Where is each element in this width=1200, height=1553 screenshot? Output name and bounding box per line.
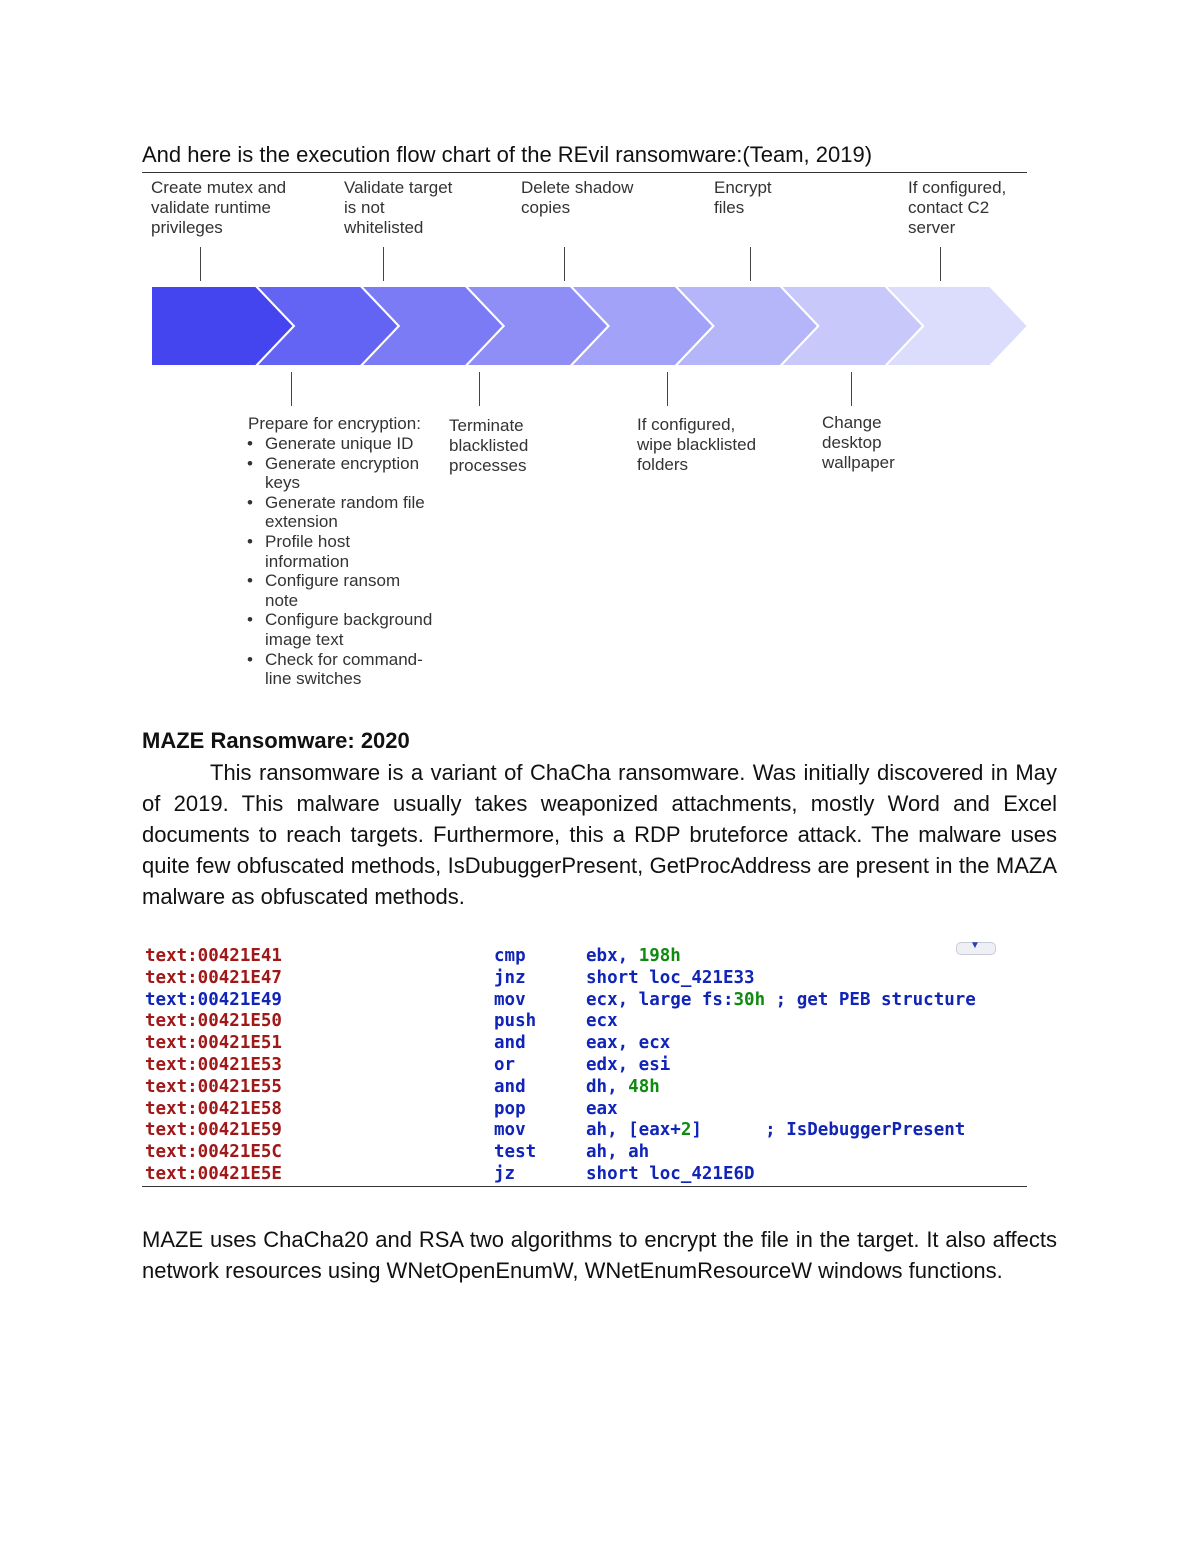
code-mnemonic: test [494,1142,537,1163]
flow-tick [200,247,201,281]
code-address: text:00421E49 [145,989,282,1010]
code-operands: ebx, 198h [586,946,681,966]
intro-sentence: And here is the execution flow chart of the REvil ransomware:(Team, 2019) [142,142,873,167]
list-item: • Configure background image text [247,610,437,649]
flow-tick [479,372,480,406]
flow-step-delete-shadow: Delete shadow copies [521,178,634,217]
flow-step-validate-target: Validate target is not whitelisted [344,178,453,237]
code-operands: eax [586,1098,618,1119]
code-mnemonic: push [494,1011,537,1032]
code-address: text:00421E58 [145,1098,282,1119]
flow-tick [291,372,292,406]
flow-step-change-wallpaper: Change desktop wallpaper [822,413,895,472]
code-address: text:00421E47 [145,967,282,988]
code-operands: ecx, large fs:30h ; get PEB structure [586,989,976,1010]
flow-tick [940,247,941,281]
code-address: text:00421E59 [145,1120,282,1141]
list-item: • Generate encryption keys [247,454,437,493]
flow-tick [750,247,751,281]
flow-step-encrypt-files: Encrypt files [714,178,772,217]
list-item: • Generate random file extension [247,493,437,532]
flow-tick [667,372,668,406]
flow-tick [383,247,384,281]
code-address: text:00421E5E [145,1164,282,1184]
code-operands: ah, [eax+2] ; IsDebuggerPresent [586,1120,966,1141]
flow-step-prepare-title: Prepare for encryption: [248,414,421,433]
code-mnemonic: jnz [494,967,526,988]
code-mnemonic: mov [494,1120,526,1141]
flow-step-wipe-folders: If configured, wipe blacklisted folders [637,415,757,474]
code-operands: short loc_421E33 [586,967,755,988]
flow-step-contact-c2: If configured, contact C2 server [908,178,1007,237]
code-mnemonic: jz [494,1164,516,1184]
code-mnemonic: pop [494,1098,526,1119]
list-item: • Configure ransom note [247,571,437,610]
scroll-arrow-icon: ▼ [956,942,996,955]
paragraph-maze-encryption: MAZE uses ChaCha20 and RSA two algorithms to encrypt the file in the target. It also affects network resources using WNetOpenEnumW, WNetEnumResourceW windows functions. [142,1227,1057,1283]
code-operands: edx, esi [586,1055,671,1075]
prepare-steps-list [247,434,437,689]
code-operands: dh, 48h [586,1076,660,1097]
code-mnemonic: and [494,1076,526,1097]
code-mnemonic: mov [494,989,526,1010]
flow-step-terminate-processes: Terminate blacklisted processes [449,416,529,475]
code-operands: ecx [586,1011,618,1032]
code-address: text:00421E51 [145,1033,282,1054]
flow-tick [564,247,565,281]
flow-tick [851,372,852,406]
code-mnemonic: cmp [494,946,526,966]
section-heading-maze: MAZE Ransomware: 2020 [142,728,410,753]
code-bottom-rule [142,1186,1027,1187]
code-operands: eax, ecx [586,1033,671,1054]
list-item: • Check for command-line switches [247,650,437,689]
list-item: • Profile host information [247,532,437,571]
paragraph-maze-intro: This ransomware is a variant of ChaCha ransomware. Was initially discovered in May of 2019. This malware usually takes weaponized attachments, mostly Word and Excel documents to reach targets. Furthermore, this a RDP bruteforce attack. The malware uses quite few obfuscated methods, IsDubuggerPresent, GetProcAddress are present in the MAZA malware as obfuscated methods. [142,760,1057,909]
code-mnemonic: and [494,1033,526,1054]
flow-arrow-band [151,286,1028,366]
code-mnemonic: or [494,1055,516,1075]
code-operands: ah, ah [586,1142,650,1163]
list-item: • Generate unique ID [247,434,437,454]
code-address: text:00421E55 [145,1076,282,1097]
code-address: text:00421E53 [145,1055,282,1075]
code-operands: short loc_421E6D [586,1164,755,1184]
figure-top-rule [142,172,1027,173]
flow-step-create-mutex: Create mutex and validate runtime privileges [151,178,287,237]
code-address: text:00421E5C [145,1142,282,1163]
code-address: text:00421E50 [145,1011,282,1032]
code-address: text:00421E41 [145,946,282,966]
